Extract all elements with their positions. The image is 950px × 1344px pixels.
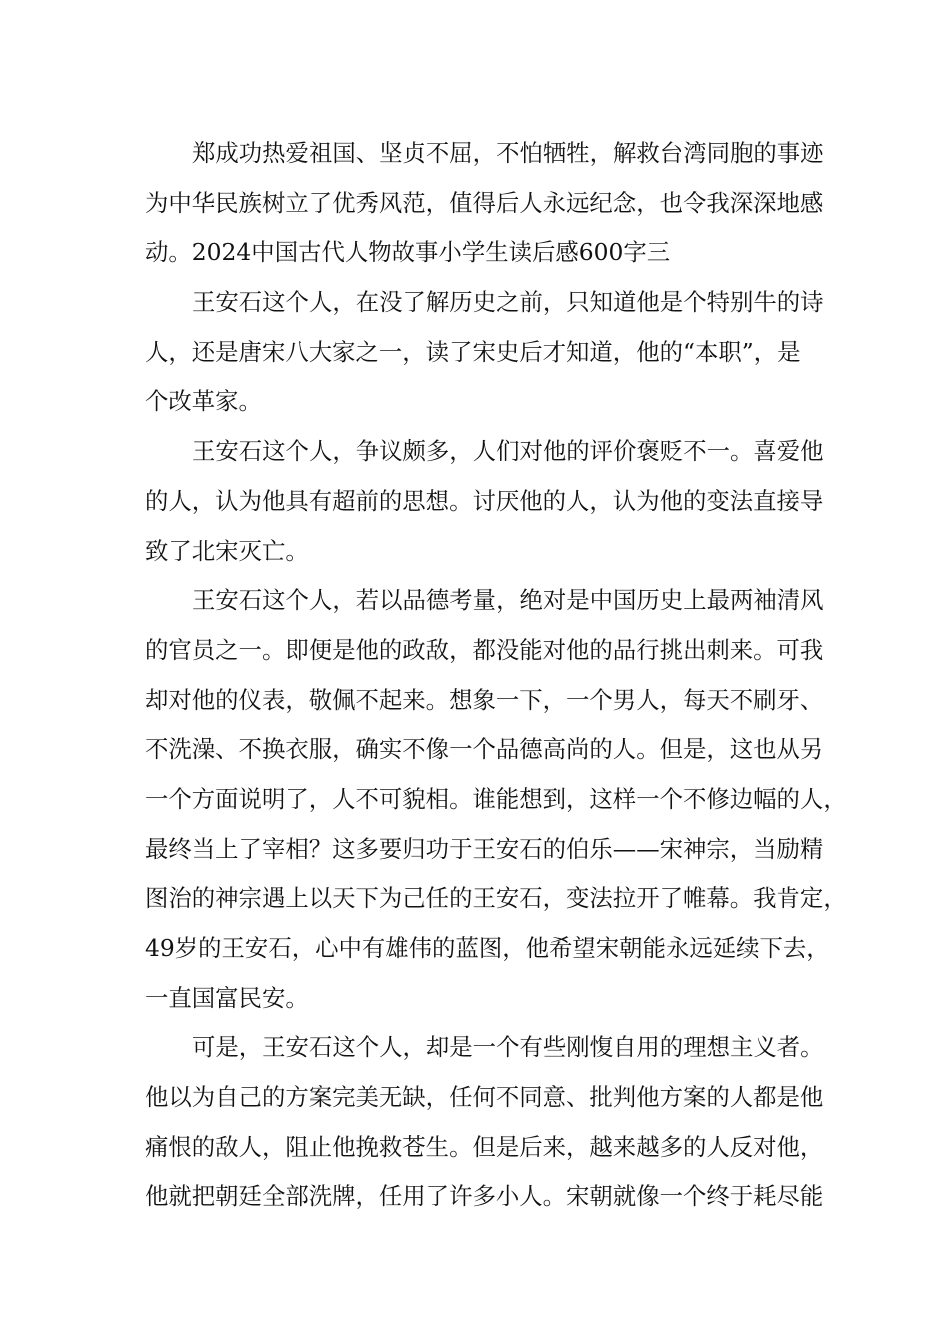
text-line: 人，还是唐宋八大家之一，读了宋史后才知道，他的“本职”，是 [145, 337, 801, 366]
paragraph [145, 1027, 825, 1226]
text-line: 他就把朝廷全部洗牌，任用了许多小人。宋朝就像一个终于耗尽能 [145, 1182, 824, 1211]
text-line: 一直国富民安。 [145, 983, 309, 1012]
document-body [145, 133, 847, 1226]
text-line: 痛恨的敌人，阻止他挽救苍生。但是后来，越来越多的人反对他， [145, 1132, 824, 1161]
text-line: 个改革家。 [145, 387, 262, 416]
paragraph [145, 580, 847, 1027]
text-line: 为中华民族树立了优秀风范，值得后人永远纪念，也令我深深地感 [145, 188, 824, 217]
paragraph [145, 282, 825, 431]
text-line: 不洗澡、不换衣服，确实不像一个品德高尚的人。但是，这也从另 [145, 735, 824, 764]
text-line: 动。2024中国古代人物故事小学生读后感600字三 [145, 238, 671, 267]
paragraph [145, 431, 825, 580]
text-line: 致了北宋灭亡。 [145, 536, 309, 565]
text-line: 图治的神宗遇上以天下为己任的王安石，变法拉开了帷幕。我肯定， [145, 884, 847, 913]
text-line: 可是，王安石这个人，却是一个有些刚愎自用的理想主义者。 [192, 1033, 824, 1062]
text-line: 的人，认为他具有超前的思想。讨厌他的人，认为他的变法直接导 [145, 486, 824, 515]
text-line: 他以为自己的方案完美无缺，任何不同意、批判他方案的人都是他 [145, 1083, 824, 1112]
text-line: 49岁的王安石，心中有雄伟的蓝图，他希望宋朝能永远延续下去， [145, 934, 830, 962]
text-line: 王安石这个人，在没了解历史之前，只知道他是个特别牛的诗 [192, 288, 824, 317]
text-line: 最终当上了宰相？这多要归功于王安石的伯乐——宋神宗，当励精 [145, 834, 824, 863]
text-line: 王安石这个人，若以品德考量，绝对是中国历史上最两袖清风 [192, 586, 824, 615]
text-line: 一个方面说明了，人不可貌相。谁能想到，这样一个不修边幅的人， [145, 784, 847, 813]
text-line: 的官员之一。即便是他的政敌，都没能对他的品行挑出刺来。可我 [145, 635, 824, 664]
text-line: 却对他的仪表，敬佩不起来。想象一下，一个男人，每天不刷牙、 [145, 685, 824, 714]
paragraph [145, 133, 825, 282]
text-line: 郑成功热爱祖国、坚贞不屈，不怕牺牲，解救台湾同胞的事迹 [192, 139, 824, 167]
text-line: 王安石这个人，争议颇多，人们对他的评价褒贬不一。喜爱他 [192, 437, 824, 466]
